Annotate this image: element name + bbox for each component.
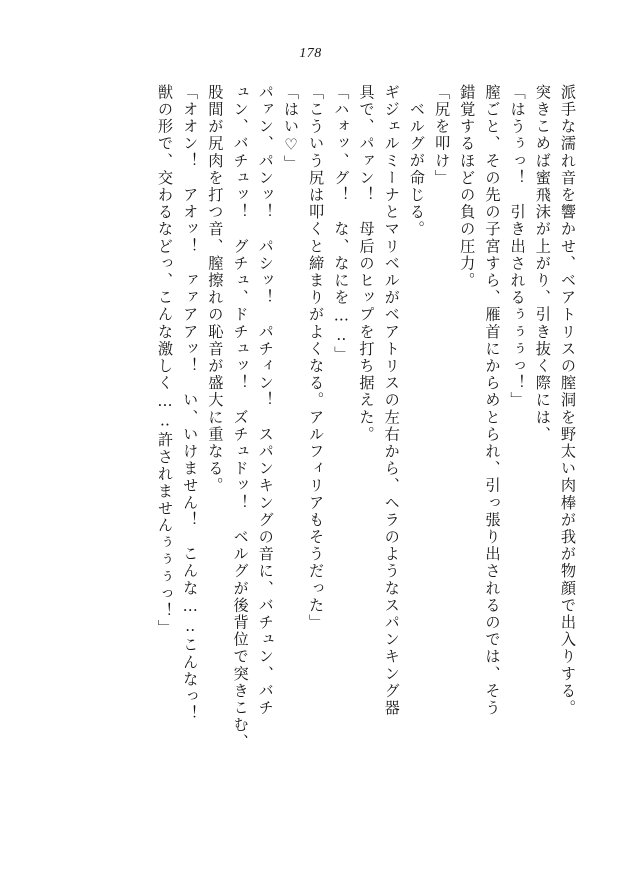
text-line: 「はうぅっ！ 引き出されるぅぅぅっ！」: [508, 84, 527, 409]
text-line: 獣の形で、交わるなどっ、こんな激しく…‥許されませんぅぅぅっ！」: [156, 84, 174, 637]
text-line: ベルグが命じる。: [407, 101, 426, 238]
text-line: 派手な濡れ音を響かせ、ベアトリスの膣洞を野太い肉棒が我が物顔で出入りする。: [559, 84, 577, 717]
text-line: 具で、パァン！ 母后のヒップを打ち据えた。: [357, 84, 376, 444]
text-line: 「はい♡」: [281, 84, 300, 173]
text-line: ギジェルミーナとマリベルがベアトリスの左右から、ヘラのようなスパンキング器: [382, 84, 401, 717]
text-line: 股間が尻肉を打つ音、膣擦れの恥音が盛大に重なる。: [206, 84, 225, 495]
vertical-text-body: [42, 84, 575, 832]
text-line: 錯覚するほどの負の圧力。: [458, 84, 477, 290]
text-line: ュン、バチュッ！ グチュ、ドチュッ！ ズチュドッ！ ベルグが後背位で突きこむ、: [231, 84, 250, 751]
text-line: 「オオン！ アオッ！ ァァアアッ！ い、いけません！ こんな…‥こんなっ！: [181, 84, 200, 723]
page-number: 178: [299, 46, 322, 61]
text-line: 「尻を叩け」: [433, 84, 452, 187]
text-line: 突きこめば蜜飛沫が上がり、引き抜く際には、: [533, 84, 552, 444]
text-line: 「こういう尻は叩くと締まりがよくなる。アルフィリアもそうだった」: [307, 84, 326, 632]
text-line: 「ハォッ、グ！ な、なにを…‥」: [332, 84, 351, 364]
text-line: 膣ごと、その先の子宮すら、雁首にからめとられ、引っ張り出されるのでは、そう: [483, 84, 502, 717]
text-line: パァン、パンッ！ パシッ！ パチィン！ スパンキングの音に、バチュン、バチ: [256, 84, 275, 717]
